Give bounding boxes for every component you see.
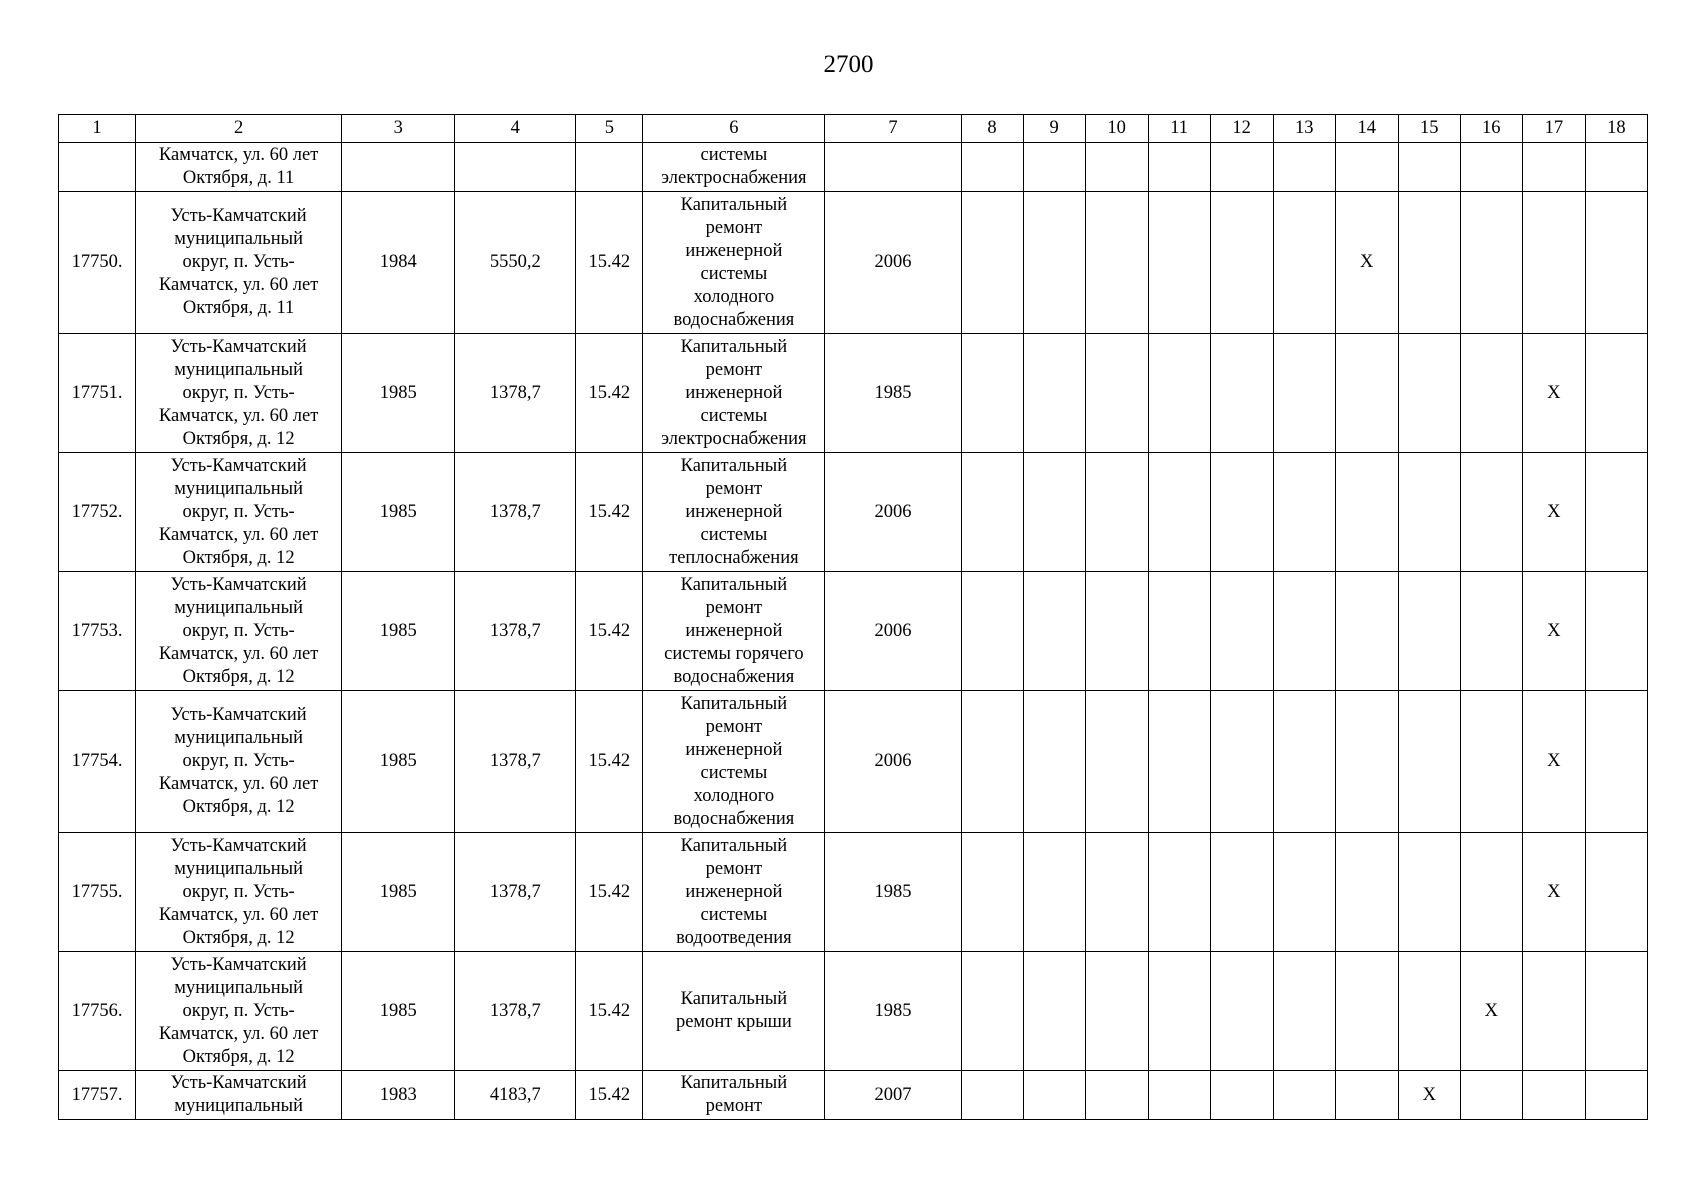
- year-built-cell: [342, 143, 455, 192]
- table-row: [59, 192, 1648, 334]
- mark-cell-col-16: [1460, 691, 1522, 833]
- repair-year-cell-text: 2006: [874, 501, 912, 522]
- mark-cell-col-14: [1335, 572, 1398, 691]
- mark-cell-col-17: [1522, 143, 1585, 192]
- mark-cell-col-12: [1210, 1071, 1273, 1120]
- mark-cell-col-13: [1273, 833, 1335, 952]
- mark-cell-col-10: [1085, 192, 1148, 334]
- column-header: 11: [1148, 115, 1210, 143]
- address-cell-text: Усть-Камчатский муниципальный: [170, 1073, 307, 1116]
- mark-cell-col-18: [1585, 833, 1647, 952]
- mark-cell-col-16: [1460, 143, 1522, 192]
- mark-cell-col-18: [1585, 691, 1647, 833]
- mark-cell-col-13: [1273, 143, 1335, 192]
- row-number-text: 17750.: [71, 252, 123, 272]
- row-number-text: 17753.: [71, 620, 123, 641]
- area-cell: [455, 1071, 576, 1120]
- year-built-cell: [342, 952, 455, 1071]
- column-header: 8: [961, 115, 1023, 143]
- area-cell-text: 1378,7: [489, 382, 541, 403]
- mark-cell-col-14: [1335, 334, 1398, 453]
- mark-cell-col-17: X: [1522, 691, 1585, 833]
- area-cell-text: 1378,7: [489, 501, 541, 522]
- repair-year-cell: [825, 952, 961, 1071]
- mark-cell-col-18: [1585, 572, 1647, 691]
- address-cell: [136, 691, 342, 833]
- area-cell: [455, 192, 576, 334]
- work-type-cell: [643, 143, 825, 192]
- area-cell-text: 5550,2: [489, 252, 541, 272]
- code-cell: [576, 334, 643, 453]
- work-type-cell: [643, 453, 825, 572]
- mark-cell-col-16: [1460, 453, 1522, 572]
- area-cell-text: 1378,7: [489, 751, 541, 771]
- column-header: 1: [59, 115, 136, 143]
- mark-cell-col-15: X: [1398, 1071, 1460, 1120]
- work-type-cell: [643, 572, 825, 691]
- mark-cell-col-12: [1210, 143, 1273, 192]
- table-row: [59, 143, 1648, 192]
- mark-cell-col-8: [961, 691, 1023, 833]
- work-type-cell: [643, 1071, 825, 1120]
- mark-cell-col-18: [1585, 952, 1647, 1071]
- mark-cell-col-9: [1023, 334, 1085, 453]
- area-cell-text: 1378,7: [489, 881, 541, 902]
- repair-year-cell-text: 2006: [874, 620, 912, 641]
- year-built-cell-text: 1985: [379, 1000, 417, 1021]
- code-cell: [576, 572, 643, 691]
- year-built-cell-text: 1985: [379, 620, 417, 641]
- repair-year-cell: [825, 572, 961, 691]
- mark-cell-col-15: [1398, 833, 1460, 952]
- year-built-cell-text: 1985: [379, 501, 417, 522]
- row-number: [59, 952, 136, 1071]
- column-header: 9: [1023, 115, 1085, 143]
- address-cell: [136, 833, 342, 952]
- code-cell-text: 15.42: [588, 501, 631, 522]
- table-row: [59, 572, 1648, 691]
- mark-cell-col-14: [1335, 453, 1398, 572]
- mark-cell-col-8: [961, 952, 1023, 1071]
- table-row: [59, 1071, 1648, 1120]
- year-built-cell-text: 1985: [379, 751, 417, 771]
- column-header: 16: [1460, 115, 1522, 143]
- address-cell-text: Усть-Камчатский муниципальный округ, п. Усть- Камчатск, ул. 60 лет Октября, д. 12: [158, 455, 319, 568]
- year-built-cell: [342, 572, 455, 691]
- area-cell: [455, 453, 576, 572]
- row-number: [59, 334, 136, 453]
- repair-year-cell-text: 1985: [874, 382, 912, 403]
- mark-cell-col-17: [1522, 952, 1585, 1071]
- mark-cell-col-11: [1148, 691, 1210, 833]
- area-cell: [455, 952, 576, 1071]
- mark-cell-col-15: [1398, 572, 1460, 691]
- mark-cell-col-17: [1522, 192, 1585, 334]
- mark-cell-col-18: [1585, 334, 1647, 453]
- mark-cell-col-8: [961, 1071, 1023, 1120]
- mark-cell-col-12: [1210, 833, 1273, 952]
- mark-cell-col-8: [961, 143, 1023, 192]
- mark-cell-col-14: [1335, 691, 1398, 833]
- work-type-cell: [643, 334, 825, 453]
- mark-cell-col-13: [1273, 192, 1335, 334]
- repair-year-cell-text: 1985: [874, 1000, 912, 1021]
- repair-year-cell-text: 2006: [874, 252, 912, 272]
- address-cell-text: Усть-Камчатский муниципальный округ, п. Усть- Камчатск, ул. 60 лет Октября, д. 12: [158, 954, 319, 1067]
- year-built-cell-text: 1985: [379, 382, 417, 403]
- code-cell: [576, 1071, 643, 1120]
- mark-cell-col-9: [1023, 572, 1085, 691]
- row-number-text: 17756.: [71, 1000, 123, 1021]
- mark-cell-col-12: [1210, 572, 1273, 691]
- column-number-row: [59, 115, 1648, 143]
- column-header: 5: [576, 115, 643, 143]
- work-type-cell-text: Капитальный ремонт инженерной системы холодного водоснабжения: [673, 693, 795, 829]
- column-header: 12: [1210, 115, 1273, 143]
- year-built-cell: [342, 833, 455, 952]
- row-number-text: 17757.: [71, 1084, 123, 1105]
- address-cell: [136, 572, 342, 691]
- mark-cell-col-16: [1460, 192, 1522, 334]
- mark-cell-col-11: [1148, 143, 1210, 192]
- mark-cell-col-12: [1210, 453, 1273, 572]
- mark-cell-col-9: [1023, 952, 1085, 1071]
- code-cell-text: 15.42: [588, 751, 631, 771]
- mark-cell-col-13: [1273, 1071, 1335, 1120]
- mark-cell-col-15: [1398, 143, 1460, 192]
- area-cell: [455, 143, 576, 192]
- column-header: 18: [1585, 115, 1647, 143]
- repair-year-cell: [825, 453, 961, 572]
- repair-year-cell: [825, 833, 961, 952]
- code-cell: [576, 192, 643, 334]
- code-cell: [576, 833, 643, 952]
- code-cell: [576, 453, 643, 572]
- mark-cell-col-10: [1085, 691, 1148, 833]
- table-row: [59, 453, 1648, 572]
- mark-cell-col-10: [1085, 453, 1148, 572]
- mark-cell-col-10: [1085, 952, 1148, 1071]
- address-cell-text: Усть-Камчатский муниципальный округ, п. Усть- Камчатск, ул. 60 лет Октября, д. 12: [158, 336, 319, 449]
- row-number: [59, 453, 136, 572]
- mark-cell-col-13: [1273, 691, 1335, 833]
- column-header: 7: [825, 115, 961, 143]
- repair-year-cell-text: 2007: [874, 1084, 912, 1105]
- mark-cell-col-16: [1460, 1071, 1522, 1120]
- work-type-cell: [643, 192, 825, 334]
- repair-year-cell: [825, 691, 961, 833]
- mark-cell-col-18: [1585, 453, 1647, 572]
- mark-cell-col-15: [1398, 952, 1460, 1071]
- address-cell: [136, 952, 342, 1071]
- mark-cell-col-17: X: [1522, 334, 1585, 453]
- area-cell-text: 4183,7: [489, 1084, 541, 1105]
- mark-cell-col-13: [1273, 453, 1335, 572]
- address-cell: [136, 453, 342, 572]
- work-type-cell-text: Капитальный ремонт: [680, 1073, 788, 1116]
- table-body: [59, 143, 1648, 1120]
- address-cell: [136, 192, 342, 334]
- mark-cell-col-11: [1148, 192, 1210, 334]
- mark-cell-col-8: [961, 572, 1023, 691]
- mark-cell-col-12: [1210, 334, 1273, 453]
- mark-cell-col-9: [1023, 453, 1085, 572]
- column-header: 2: [136, 115, 342, 143]
- column-header: 3: [342, 115, 455, 143]
- mark-cell-col-12: [1210, 192, 1273, 334]
- mark-cell-col-10: [1085, 334, 1148, 453]
- address-cell-text: Усть-Камчатский муниципальный округ, п. Усть- Камчатск, ул. 60 лет Октября, д. 12: [158, 835, 319, 948]
- table-row: [59, 952, 1648, 1071]
- mark-cell-col-18: [1585, 1071, 1647, 1120]
- mark-cell-col-16: [1460, 334, 1522, 453]
- code-cell-text: 15.42: [588, 620, 631, 641]
- code-cell-text: 15.42: [588, 1000, 631, 1021]
- mark-cell-col-10: [1085, 572, 1148, 691]
- code-cell-text: 15.42: [588, 881, 631, 902]
- repair-year-cell: [825, 143, 961, 192]
- column-header: 10: [1085, 115, 1148, 143]
- work-type-cell-text: Капитальный ремонт инженерной системы водоотведения: [676, 835, 792, 948]
- work-type-cell: [643, 691, 825, 833]
- row-number: [59, 833, 136, 952]
- mark-cell-col-8: [961, 833, 1023, 952]
- area-cell: [455, 334, 576, 453]
- repair-year-cell-text: 1985: [874, 881, 912, 902]
- mark-cell-col-10: [1085, 143, 1148, 192]
- mark-cell-col-10: [1085, 833, 1148, 952]
- code-cell-text: 15.42: [588, 1084, 631, 1105]
- mark-cell-col-13: [1273, 334, 1335, 453]
- row-number-text: 17752.: [71, 501, 123, 522]
- row-number: [59, 143, 136, 192]
- column-header: 4: [455, 115, 576, 143]
- page-number: 2700: [823, 51, 874, 78]
- work-type-cell-text: Капитальный ремонт инженерной системы горячего водоснабжения: [664, 574, 804, 687]
- work-type-cell-text: Капитальный ремонт инженерной системы холодного водоснабжения: [673, 194, 795, 330]
- mark-cell-col-8: [961, 334, 1023, 453]
- mark-cell-col-17: [1522, 1071, 1585, 1120]
- mark-cell-col-14: [1335, 833, 1398, 952]
- mark-cell-col-14: [1335, 1071, 1398, 1120]
- mark-cell-col-17: X: [1522, 833, 1585, 952]
- year-built-cell: [342, 1071, 455, 1120]
- mark-cell-col-15: [1398, 453, 1460, 572]
- mark-cell-col-9: [1023, 143, 1085, 192]
- row-number-text: 17751.: [71, 382, 123, 403]
- address-cell-text: Усть-Камчатский муниципальный округ, п. Усть- Камчатск, ул. 60 лет Октября, д. 12: [158, 705, 319, 817]
- mark-cell-col-12: [1210, 691, 1273, 833]
- year-built-cell: [342, 334, 455, 453]
- repair-year-cell-text: 2006: [874, 751, 912, 771]
- mark-cell-col-15: [1398, 334, 1460, 453]
- area-cell: [455, 833, 576, 952]
- mark-cell-col-18: [1585, 143, 1647, 192]
- mark-cell-col-18: [1585, 192, 1647, 334]
- column-header: 17: [1522, 115, 1585, 143]
- row-number-text: 17754.: [71, 751, 123, 771]
- repair-year-cell: [825, 192, 961, 334]
- year-built-cell: [342, 691, 455, 833]
- register-table: [58, 114, 1648, 1120]
- mark-cell-col-11: [1148, 1071, 1210, 1120]
- address-cell: [136, 1071, 342, 1120]
- mark-cell-col-14: [1335, 952, 1398, 1071]
- mark-cell-col-14: X: [1335, 192, 1398, 334]
- year-built-cell: [342, 453, 455, 572]
- year-built-cell-text: 1984: [379, 252, 417, 272]
- year-built-cell: [342, 192, 455, 334]
- mark-cell-col-8: [961, 453, 1023, 572]
- mark-cell-col-11: [1148, 453, 1210, 572]
- mark-cell-col-16: [1460, 572, 1522, 691]
- work-type-cell: [643, 833, 825, 952]
- column-header: 15: [1398, 115, 1460, 143]
- area-cell: [455, 691, 576, 833]
- repair-year-cell: [825, 334, 961, 453]
- mark-cell-col-13: [1273, 952, 1335, 1071]
- work-type-cell-text: Капитальный ремонт инженерной системы электроснабжения: [661, 336, 807, 449]
- column-header: 13: [1273, 115, 1335, 143]
- row-number: [59, 192, 136, 334]
- row-number-text: 17755.: [71, 881, 123, 902]
- work-type-cell: [643, 952, 825, 1071]
- mark-cell-col-15: [1398, 192, 1460, 334]
- column-header: 14: [1335, 115, 1398, 143]
- work-type-cell-text: системы электроснабжения: [661, 145, 807, 188]
- code-cell: [576, 952, 643, 1071]
- mark-cell-col-17: X: [1522, 453, 1585, 572]
- mark-cell-col-10: [1085, 1071, 1148, 1120]
- mark-cell-col-17: X: [1522, 572, 1585, 691]
- mark-cell-col-13: [1273, 572, 1335, 691]
- mark-cell-col-15: [1398, 691, 1460, 833]
- table-row: [59, 334, 1648, 453]
- row-number: [59, 691, 136, 833]
- area-cell-text: 1378,7: [489, 620, 541, 641]
- mark-cell-col-14: [1335, 143, 1398, 192]
- mark-cell-col-11: [1148, 952, 1210, 1071]
- code-cell: [576, 691, 643, 833]
- area-cell-text: 1378,7: [489, 1000, 541, 1021]
- table-row: [59, 691, 1648, 833]
- mark-cell-col-9: [1023, 833, 1085, 952]
- work-type-cell-text: Капитальный ремонт крыши: [675, 989, 792, 1032]
- area-cell: [455, 572, 576, 691]
- code-cell-text: 15.42: [588, 382, 631, 403]
- code-cell-text: 15.42: [588, 252, 631, 272]
- column-header: 6: [643, 115, 825, 143]
- row-number: [59, 572, 136, 691]
- mark-cell-col-11: [1148, 334, 1210, 453]
- year-built-cell-text: 1985: [379, 881, 417, 902]
- mark-cell-col-16: X: [1460, 952, 1522, 1071]
- table-row: [59, 833, 1648, 952]
- year-built-cell-text: 1983: [379, 1084, 417, 1105]
- mark-cell-col-11: [1148, 833, 1210, 952]
- address-cell: [136, 334, 342, 453]
- mark-cell-col-8: [961, 192, 1023, 334]
- mark-cell-col-9: [1023, 192, 1085, 334]
- mark-cell-col-9: [1023, 1071, 1085, 1120]
- address-cell-text: Усть-Камчатский муниципальный округ, п. Усть- Камчатск, ул. 60 лет Октября, д. 11: [158, 206, 319, 318]
- mark-cell-col-9: [1023, 691, 1085, 833]
- address-cell-text: Камчатск, ул. 60 лет Октября, д. 11: [158, 145, 319, 188]
- mark-cell-col-11: [1148, 572, 1210, 691]
- address-cell: [136, 143, 342, 192]
- work-type-cell-text: Капитальный ремонт инженерной системы теплоснабжения: [669, 455, 799, 568]
- code-cell: [576, 143, 643, 192]
- address-cell-text: Усть-Камчатский муниципальный округ, п. Усть- Камчатск, ул. 60 лет Октября, д. 12: [158, 574, 319, 687]
- row-number: [59, 1071, 136, 1120]
- mark-cell-col-16: [1460, 833, 1522, 952]
- mark-cell-col-12: [1210, 952, 1273, 1071]
- repair-year-cell: [825, 1071, 961, 1120]
